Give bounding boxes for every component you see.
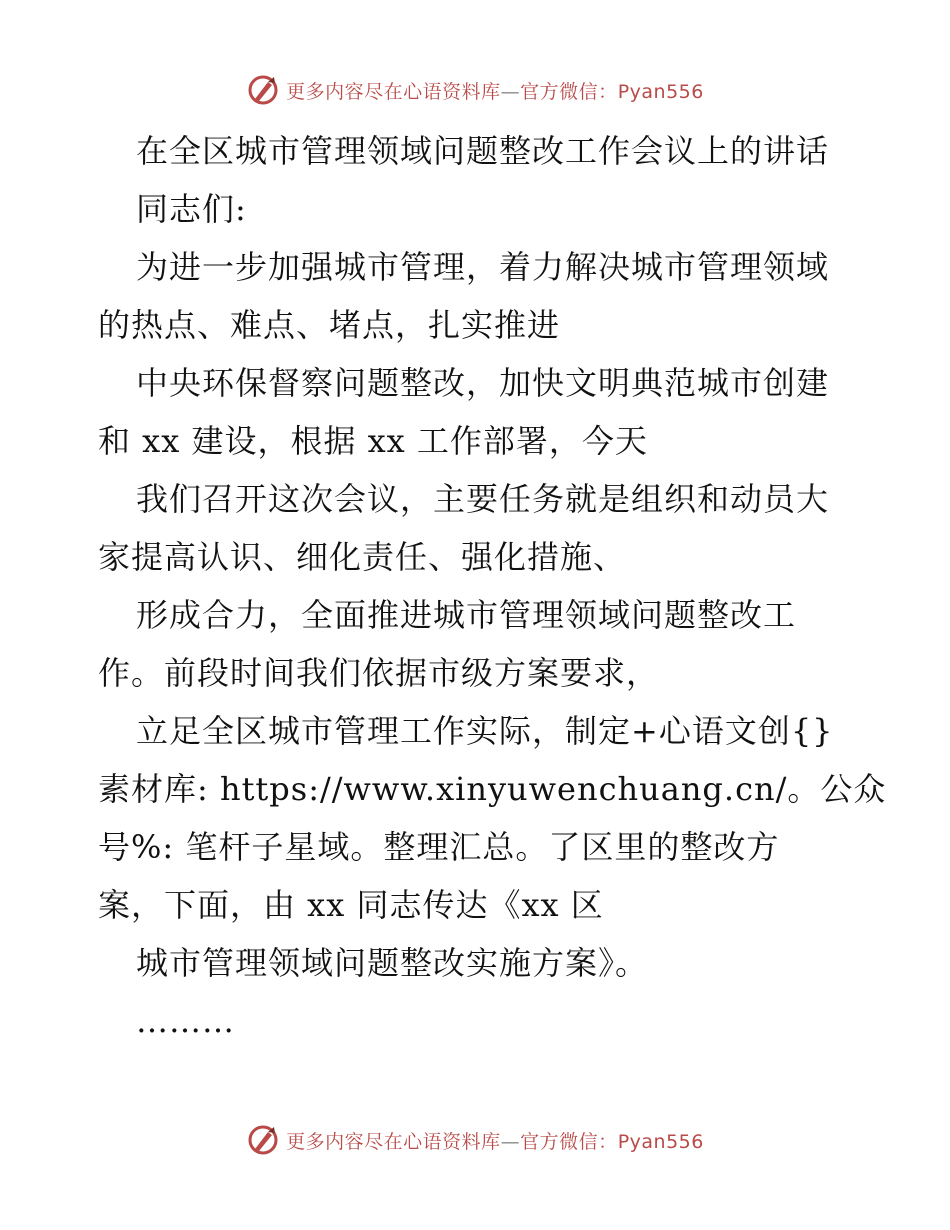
text-line: 号%: 笔杆子星域。整理汇总。了区里的整改方 (98, 828, 780, 866)
text-line: 案，下面，由 xx 同志传达《xx 区 (98, 886, 604, 924)
text-line: 为进一步加强城市管理，着力解决城市管理领域 (136, 248, 830, 286)
banner-wechat-label: 官方微信： (520, 1130, 618, 1153)
quill-pen-logo-icon (246, 73, 280, 107)
quill-pen-logo-icon (246, 1123, 280, 1157)
text-line: 城市管理领域问题整改实施方案》。 (136, 944, 649, 982)
banner-separator: — (500, 80, 521, 103)
document-title: 在全区城市管理领域问题整改工作会议上的讲话 (136, 132, 830, 170)
banner-text (286, 77, 704, 104)
salutation: 同志们: (136, 190, 247, 228)
text-line: 的热点、难点、堵点，扎实推进 (98, 306, 561, 344)
banner-wechat-id: Pyan556 (617, 1130, 704, 1153)
text-line: 作。前段时间我们依据市级方案要求， (98, 654, 660, 692)
footer-banner (0, 1120, 950, 1160)
text-line: 形成合力，全面推进城市管理领域问题整改工 (136, 596, 797, 634)
header-banner (0, 70, 950, 110)
text-line: 家提高认识、细化责任、强化措施、 (98, 538, 627, 576)
text-line: 中央环保督察问题整改，加快文明典范城市创建 (136, 364, 830, 402)
text-line: 和 xx 建设，根据 xx 工作部署，今天 (98, 422, 648, 460)
banner-wechat-label: 官方微信： (520, 80, 618, 103)
banner-wechat-id: Pyan556 (617, 80, 704, 103)
banner-text (286, 1127, 704, 1154)
text-line: 我们召开这次会议，主要任务就是组织和动员大 (136, 480, 830, 518)
document-body (98, 122, 887, 1050)
text-line: 立足全区城市管理工作实际，制定+心语文创{} (136, 712, 834, 750)
banner-brand: 更多内容尽在心语资料库 (286, 1130, 501, 1153)
banner-brand: 更多内容尽在心语资料库 (286, 80, 501, 103)
text-line: 素材库: https://www.xinyuwenchuang.cn/。公众 (98, 770, 887, 808)
banner-separator: — (500, 1130, 521, 1153)
ellipsis-line: ……… (136, 1002, 235, 1040)
